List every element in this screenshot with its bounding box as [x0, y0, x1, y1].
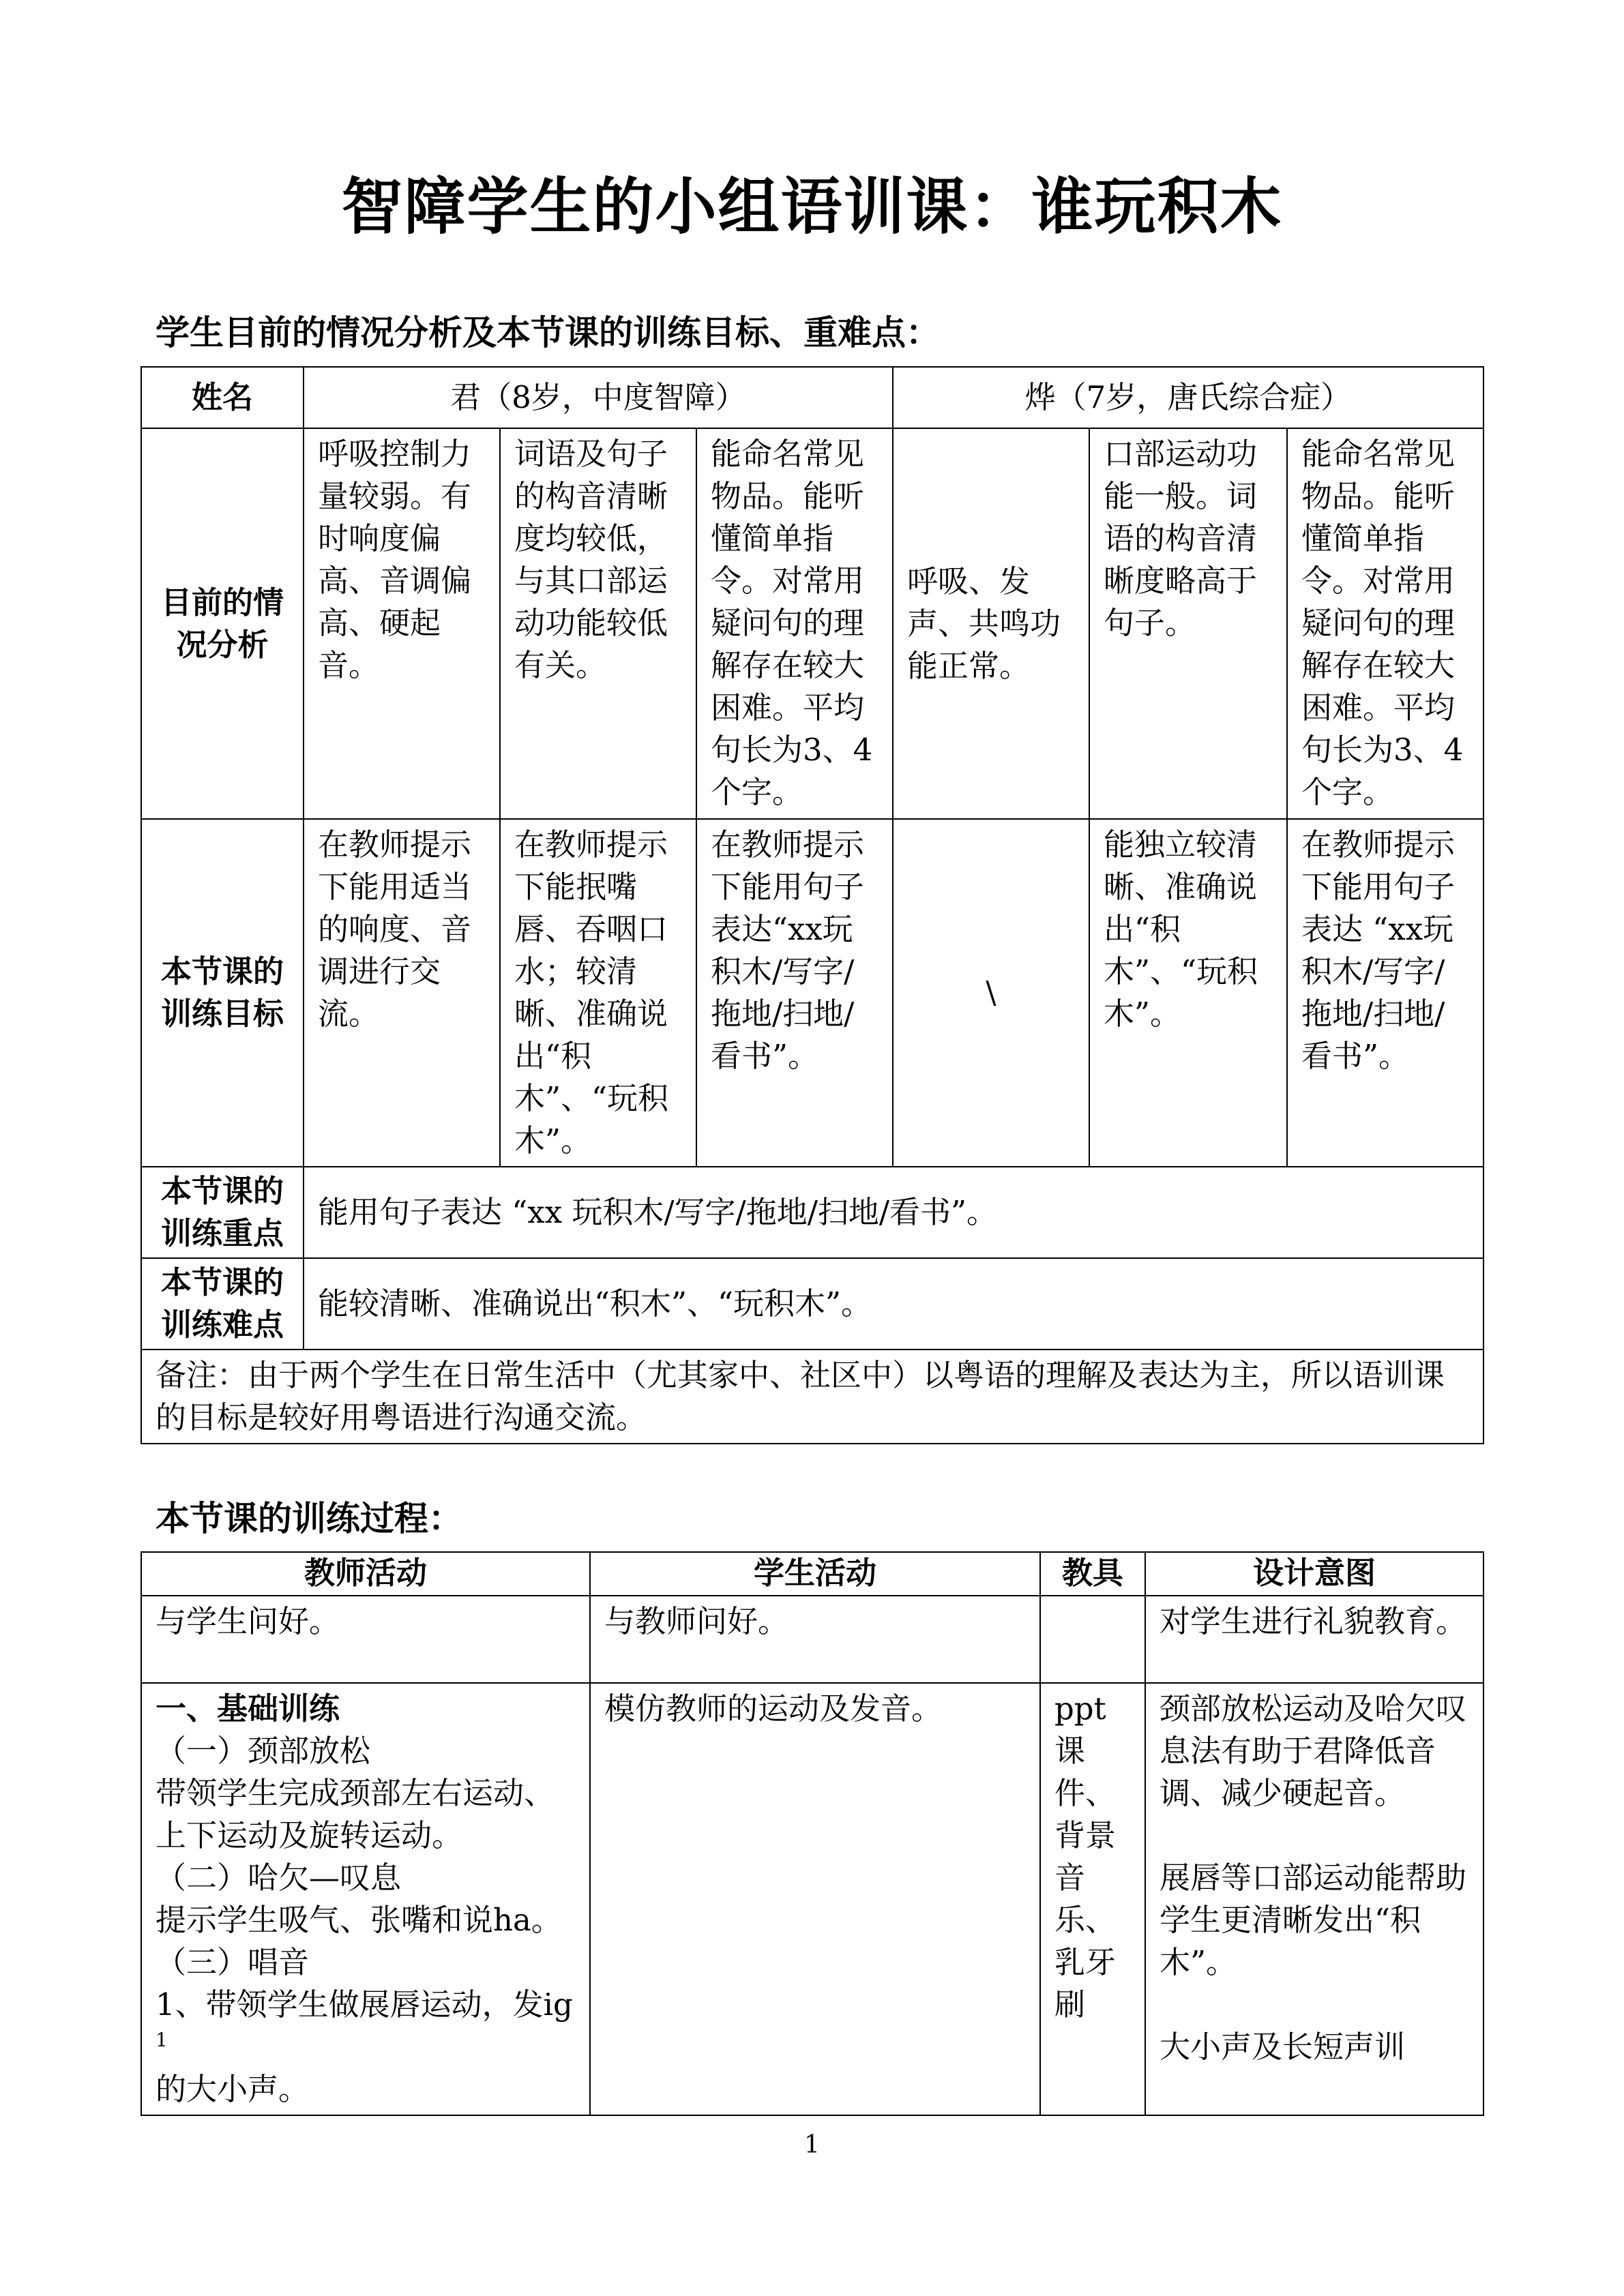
- note-row: [141, 1350, 1483, 1444]
- activity-line: 提示学生吸气、张嘴和说ha。: [156, 1902, 562, 1938]
- teacher-activity: 与学生问好。: [141, 1596, 590, 1683]
- tools-cell: [1040, 1596, 1145, 1683]
- situation-cell: 呼吸、发声、共鸣功能正常。: [893, 428, 1089, 819]
- activity-line: [156, 1984, 576, 2068]
- note-text: 备注：由于两个学生在日常生活中（尤其家中、社区中）以粤语的理解及表达为主，所以语训课的目标是较好用粤语进行沟通交流。: [141, 1350, 1483, 1444]
- situation-cell: 词语及句子的构音清晰度均较低，与其口部运动功能较低有关。: [500, 428, 696, 819]
- header-teacher: 教师活动: [141, 1552, 590, 1596]
- greeting-row: [141, 1596, 1483, 1683]
- page-number: 1: [804, 2131, 820, 2159]
- intent-paragraph: 大小声及长短声训: [1160, 2029, 1406, 2065]
- intent-paragraph: 颈部放松运动及哈欠叹息法有助于君降低音调、减少硬起音。: [1160, 1690, 1467, 1811]
- goal-cell: 在教师提示下能用句子表达“xx玩积木/写字/拖地/扫地/看书”。: [696, 819, 893, 1167]
- activity-line: （二）哈欠—叹息: [156, 1860, 402, 1896]
- difficulty-row: [141, 1258, 1483, 1350]
- goal-cell: 在教师提示下能用句子表达 “xx玩积木/写字/拖地/扫地/看书”。: [1287, 819, 1483, 1167]
- situation-cell: 呼吸控制力量较弱。有时响度偏高、音调偏高、硬起音。: [304, 428, 500, 819]
- difficulty-label: 本节课的训练难点: [141, 1258, 304, 1350]
- intent-cell: [1145, 1683, 1483, 2115]
- header-tools: 教具: [1040, 1552, 1145, 1596]
- situation-cell: 口部运动功能一般。词语的构音清晰度略高于句子。: [1089, 428, 1287, 819]
- process-header-row: [141, 1552, 1483, 1596]
- header-intent: 设计意图: [1145, 1552, 1483, 1596]
- goal-cell: \: [893, 819, 1089, 1167]
- header-student: 学生活动: [590, 1552, 1040, 1596]
- difficulty-text: 能较清晰、准确说出“积木”、“玩积木”。: [304, 1258, 1483, 1350]
- goal-cell: 能独立较清晰、准确说出“积木”、“玩积木”。: [1089, 819, 1287, 1167]
- student2-name: 烨（7岁，唐氏综合症）: [893, 367, 1483, 428]
- goal-cell: 在教师提示下能用适当的响度、音调进行交流。: [304, 819, 500, 1167]
- situation-cell: 能命名常见物品。能听懂简单指令。对常用疑问句的理解存在较大困难。平均句长为3、4个字。: [1287, 428, 1483, 819]
- analysis-table: [141, 366, 1484, 1444]
- focus-text: 能用句子表达 “xx 玩积木/写字/拖地/扫地/看书”。: [304, 1167, 1483, 1258]
- goal-row: [141, 819, 1483, 1167]
- activity-line: 带领学生完成颈部左右运动、上下运动及旋转运动。: [156, 1775, 555, 1853]
- situation-cell: 能命名常见物品。能听懂简单指令。对常用疑问句的理解存在较大困难。平均句长为3、4个字。: [696, 428, 893, 819]
- page-title: 智障学生的小组语训课：谁玩积木: [341, 170, 1283, 243]
- section-heading-analysis: 学生目前的情况分析及本节课的训练目标、重难点：: [156, 312, 940, 353]
- activity-line: （三）唱音: [156, 1944, 310, 1980]
- intent-cell: 对学生进行礼貌教育。: [1145, 1596, 1483, 1683]
- name-label: 姓名: [141, 367, 304, 428]
- process-table: [141, 1551, 1484, 2116]
- section-heading-process: 本节课的训练过程：: [156, 1498, 462, 1538]
- name-row: [141, 367, 1483, 428]
- basic-training-row: [141, 1683, 1483, 2115]
- situation-label: 目前的情况分析: [141, 428, 304, 819]
- student-activity: 与教师问好。: [590, 1596, 1040, 1683]
- teacher-activity: [141, 1683, 590, 2115]
- activity-line: 的大小声。: [156, 2071, 310, 2107]
- tools-cell: ppt课件、背景音乐、乳牙刷: [1040, 1683, 1145, 2115]
- activity-line-text: 1、带领学生做展唇运动，发ig: [156, 1986, 573, 2023]
- activity-title: 一、基础训练: [156, 1690, 340, 1727]
- intent-paragraph: 展唇等口部运动能帮助学生更清晰发出“积木”。: [1160, 1860, 1467, 1980]
- activity-line: （一）颈部放松: [156, 1733, 371, 1769]
- student1-name: 君（8岁，中度智障）: [304, 367, 893, 428]
- goal-cell: 在教师提示下能抿嘴唇、吞咽口水；较清晰、准确说出“积木”、“玩积木”。: [500, 819, 696, 1167]
- footnote-marker: 1: [156, 2029, 168, 2051]
- situation-row: [141, 428, 1483, 819]
- student-activity: 模仿教师的运动及发音。: [590, 1683, 1040, 2115]
- focus-label: 本节课的训练重点: [141, 1167, 304, 1258]
- goal-label: 本节课的训练目标: [141, 819, 304, 1167]
- focus-row: [141, 1167, 1483, 1258]
